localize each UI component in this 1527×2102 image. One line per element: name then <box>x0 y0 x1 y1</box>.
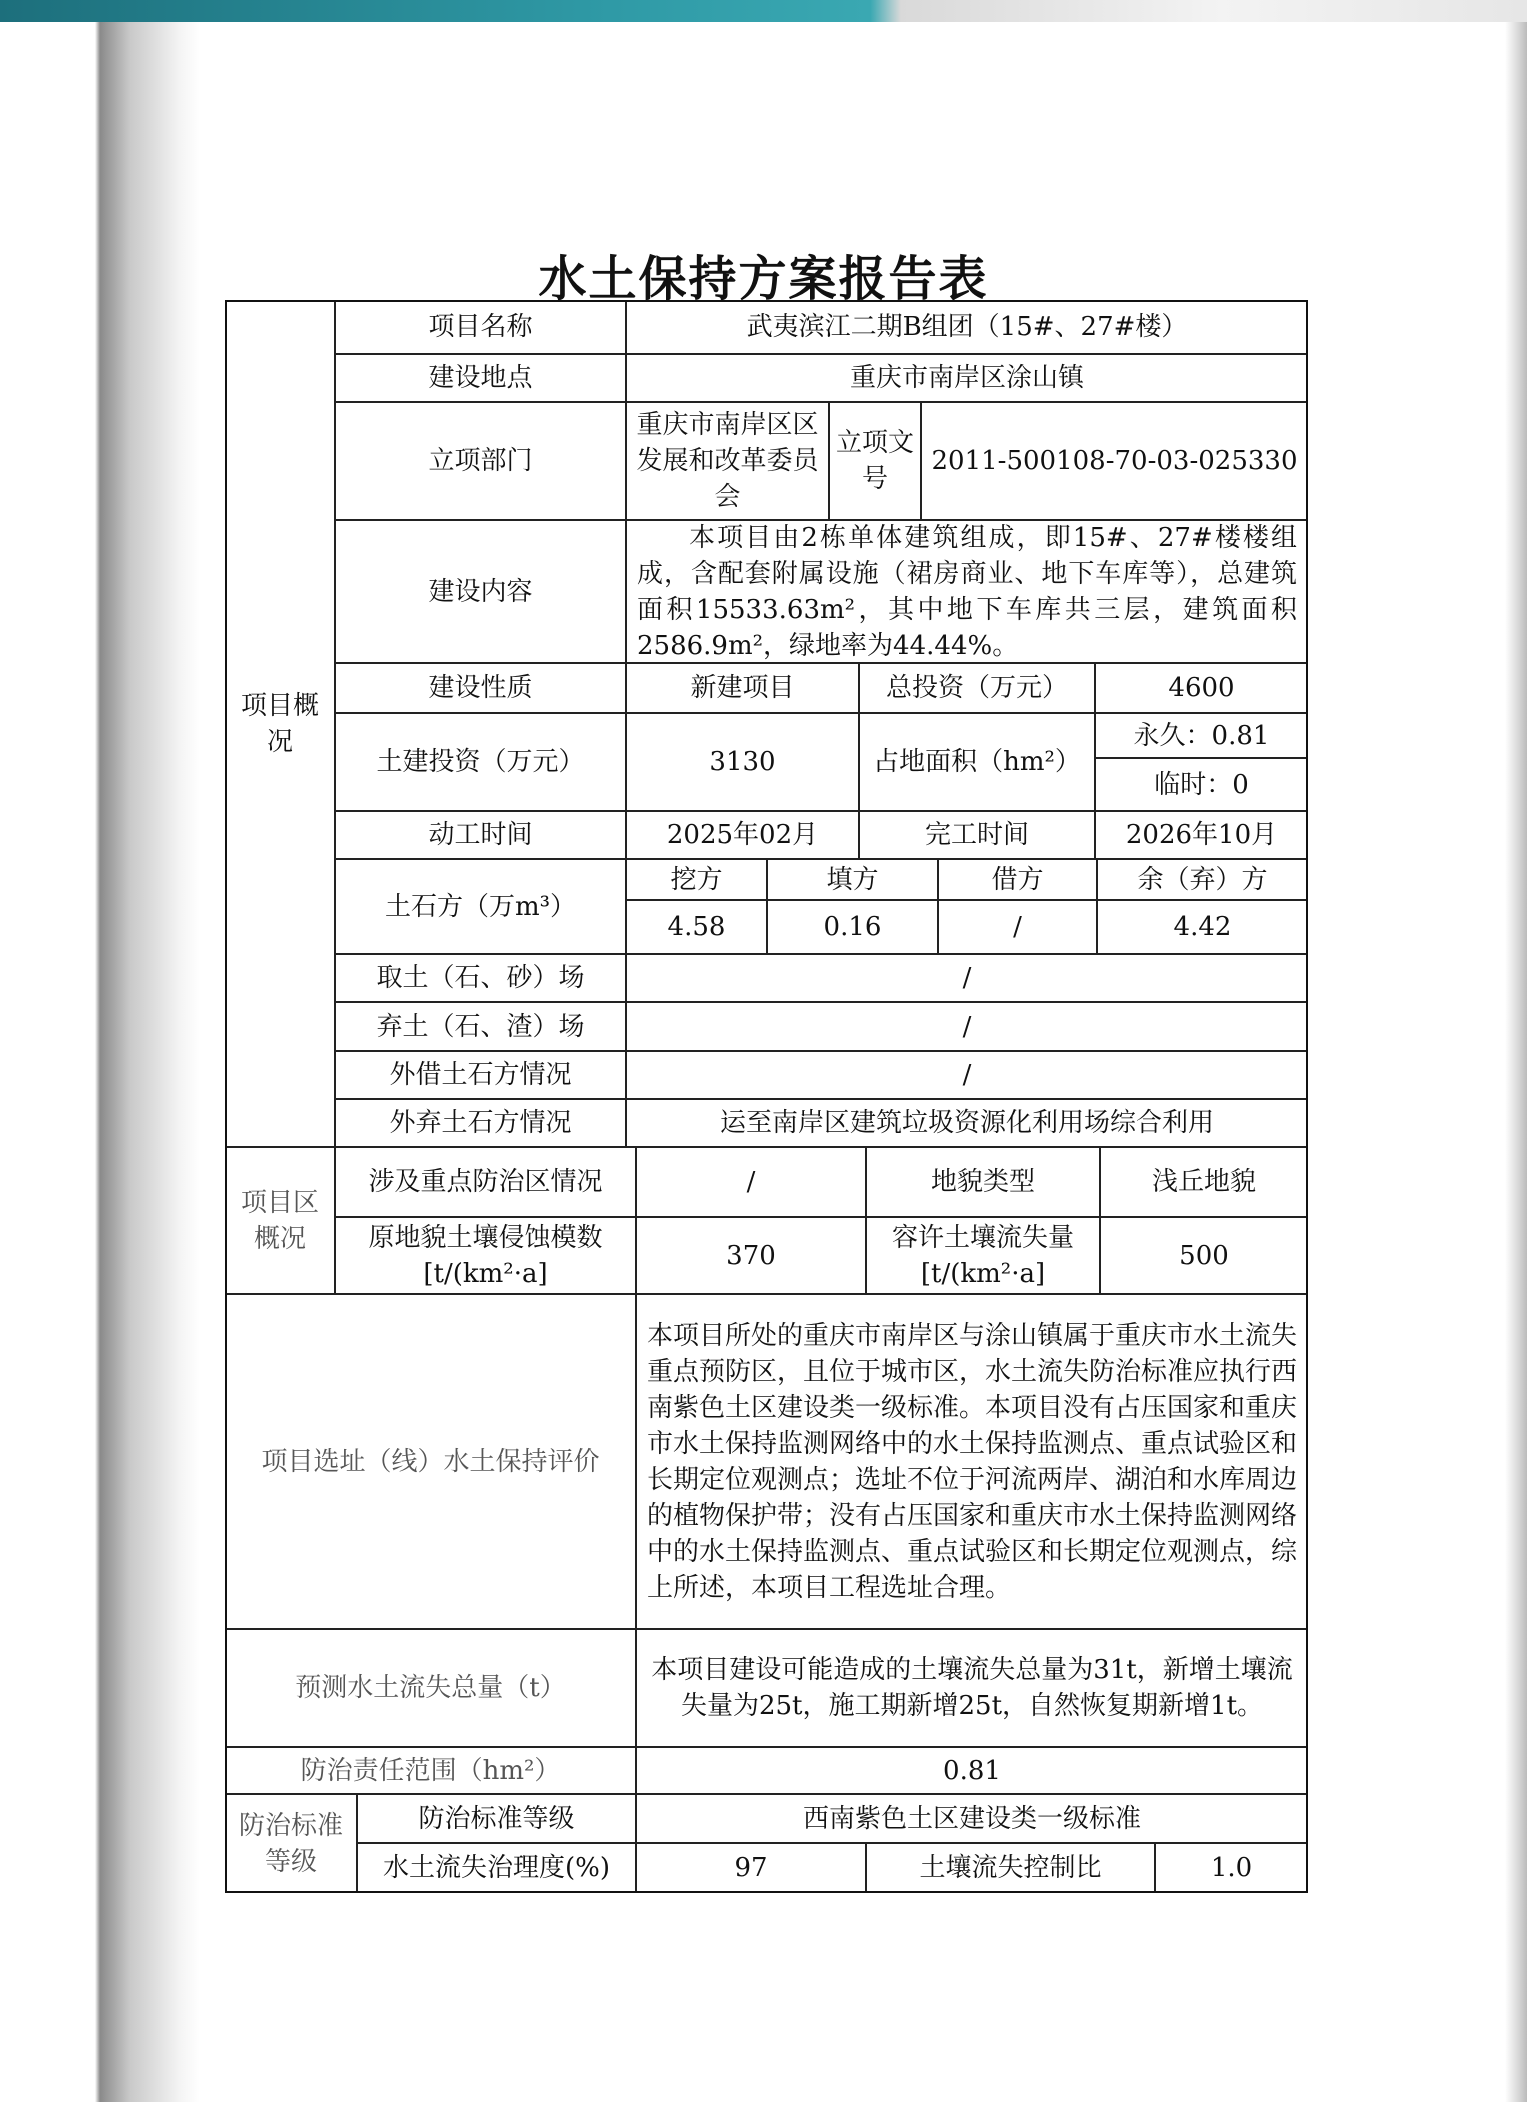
borrow-site-value: / <box>626 954 1308 1002</box>
spoil-site-label: 弃土（石、渣）场 <box>335 1002 626 1051</box>
resp-value: 0.81 <box>636 1747 1308 1794</box>
name-label: 项目名称 <box>335 300 626 354</box>
dept-value: 重庆市南岸区区发展和改革委员会 <box>626 402 829 520</box>
earth-value-cut: 4.58 <box>626 900 767 954</box>
section-standard: 防治标准等级 <box>225 1794 357 1893</box>
location-value: 重庆市南岸区涂山镇 <box>626 354 1308 402</box>
table-frame <box>225 300 1308 1893</box>
civil-invest-value: 3130 <box>626 713 859 811</box>
allowed-value: 500 <box>1100 1217 1308 1294</box>
end-value: 2026年10月 <box>1095 811 1308 859</box>
key-zone-value: / <box>636 1147 866 1217</box>
section-area: 项目区概况 <box>225 1147 335 1294</box>
forecast-label: 预测水土流失总量（t） <box>225 1629 636 1747</box>
borrow-site-label: 取土（石、砂）场 <box>335 954 626 1002</box>
section-project: 项目概况 <box>225 300 335 1147</box>
content-label: 建设内容 <box>335 520 626 663</box>
land-permanent: 永久：0.81 <box>1095 713 1308 758</box>
civil-invest-label: 土建投资（万元） <box>335 713 626 811</box>
treat-value: 97 <box>636 1843 866 1893</box>
ext-spoil-label: 外弃土石方情况 <box>335 1099 626 1147</box>
erosion-value: 370 <box>636 1217 866 1294</box>
earth-header-fill: 填方 <box>767 859 938 900</box>
docno-value: 2011-500108-70-03-025330 <box>921 402 1308 520</box>
ext-spoil-value: 运至南岸区建筑垃圾资源化利用场综合利用 <box>626 1099 1308 1147</box>
erosion-label: 原地貌土壤侵蚀模数[t/(km²·a] <box>335 1217 636 1294</box>
name-value: 武夷滨江二期B组团（15#、27#楼） <box>626 300 1308 354</box>
earth-value-fill: 0.16 <box>767 900 938 954</box>
std-level-value: 西南紫色土区建设类一级标准 <box>636 1794 1308 1843</box>
allowed-label: 容许土壤流失量[t/(km²·a] <box>866 1217 1100 1294</box>
landform-value: 浅丘地貌 <box>1100 1147 1308 1217</box>
std-level-label: 防治标准等级 <box>357 1794 636 1843</box>
ext-borrow-label: 外借土石方情况 <box>335 1051 626 1099</box>
end-label: 完工时间 <box>859 811 1095 859</box>
start-value: 2025年02月 <box>626 811 859 859</box>
total-invest-label: 总投资（万元） <box>859 663 1095 713</box>
earth-header-borrow: 借方 <box>938 859 1097 900</box>
dept-label: 立项部门 <box>335 402 626 520</box>
content-value: 本项目由2栋单体建筑组成，即15#、27#楼楼组成，含配套附属设施（裙房商业、地下车库等），总建筑面积15533.63m²，其中地下车库共三层，建筑面积2586.9m²，绿地率为44.44%。 <box>626 520 1308 663</box>
siting-value: 本项目所处的重庆市南岸区与涂山镇属于重庆市水土流失重点预防区，且位于城市区，水土流失防治标准应执行西南紫色土区建设类一级标准。本项目没有占压国家和重庆市水土保持监测网络中的水土保持监测点、重点试验区和长期定位观测点；选址不位于河流两岸、湖泊和水库周边的植物保护带；没有占压国家和重庆市水土保持监测网络中的水土保持监测点、重点试验区和长期定位观测点，综上所述，本项目工程选址合理。 <box>636 1294 1308 1629</box>
forecast-value: 本项目建设可能造成的土壤流失总量为31t，新增土壤流失量为25t，施工期新增25t，自然恢复期新增1t。 <box>636 1629 1308 1747</box>
ctrl-label: 土壤流失控制比 <box>866 1843 1155 1893</box>
siting-label: 项目选址（线）水土保持评价 <box>225 1294 636 1629</box>
docno-label: 立项文号 <box>829 402 921 520</box>
spoil-site-value: / <box>626 1002 1308 1051</box>
land-temporary: 临时：0 <box>1095 758 1308 811</box>
scan-binding-shadow <box>0 22 200 2102</box>
scan-edge-right <box>1505 22 1527 2102</box>
earth-header-surplus: 余（弃）方 <box>1097 859 1308 900</box>
nature-label: 建设性质 <box>335 663 626 713</box>
total-invest-value: 4600 <box>1095 663 1308 713</box>
page-title: 水土保持方案报告表 <box>538 251 989 307</box>
earth-header-cut: 挖方 <box>626 859 767 900</box>
key-zone-label: 涉及重点防治区情况 <box>335 1147 636 1217</box>
ext-borrow-value: / <box>626 1051 1308 1099</box>
treat-label: 水土流失治理度(%) <box>357 1843 636 1893</box>
location-label: 建设地点 <box>335 354 626 402</box>
resp-label: 防治责任范围（hm²） <box>225 1747 636 1794</box>
nature-value: 新建项目 <box>626 663 859 713</box>
earth-value-surplus: 4.42 <box>1097 900 1308 954</box>
landform-label: 地貌类型 <box>866 1147 1100 1217</box>
start-label: 动工时间 <box>335 811 626 859</box>
earth-value-borrow: / <box>938 900 1097 954</box>
scan-edge-top <box>0 0 1527 22</box>
ctrl-value: 1.0 <box>1155 1843 1308 1893</box>
earth-label: 土石方（万m³） <box>335 859 626 954</box>
land-label: 占地面积（hm²） <box>859 713 1095 811</box>
